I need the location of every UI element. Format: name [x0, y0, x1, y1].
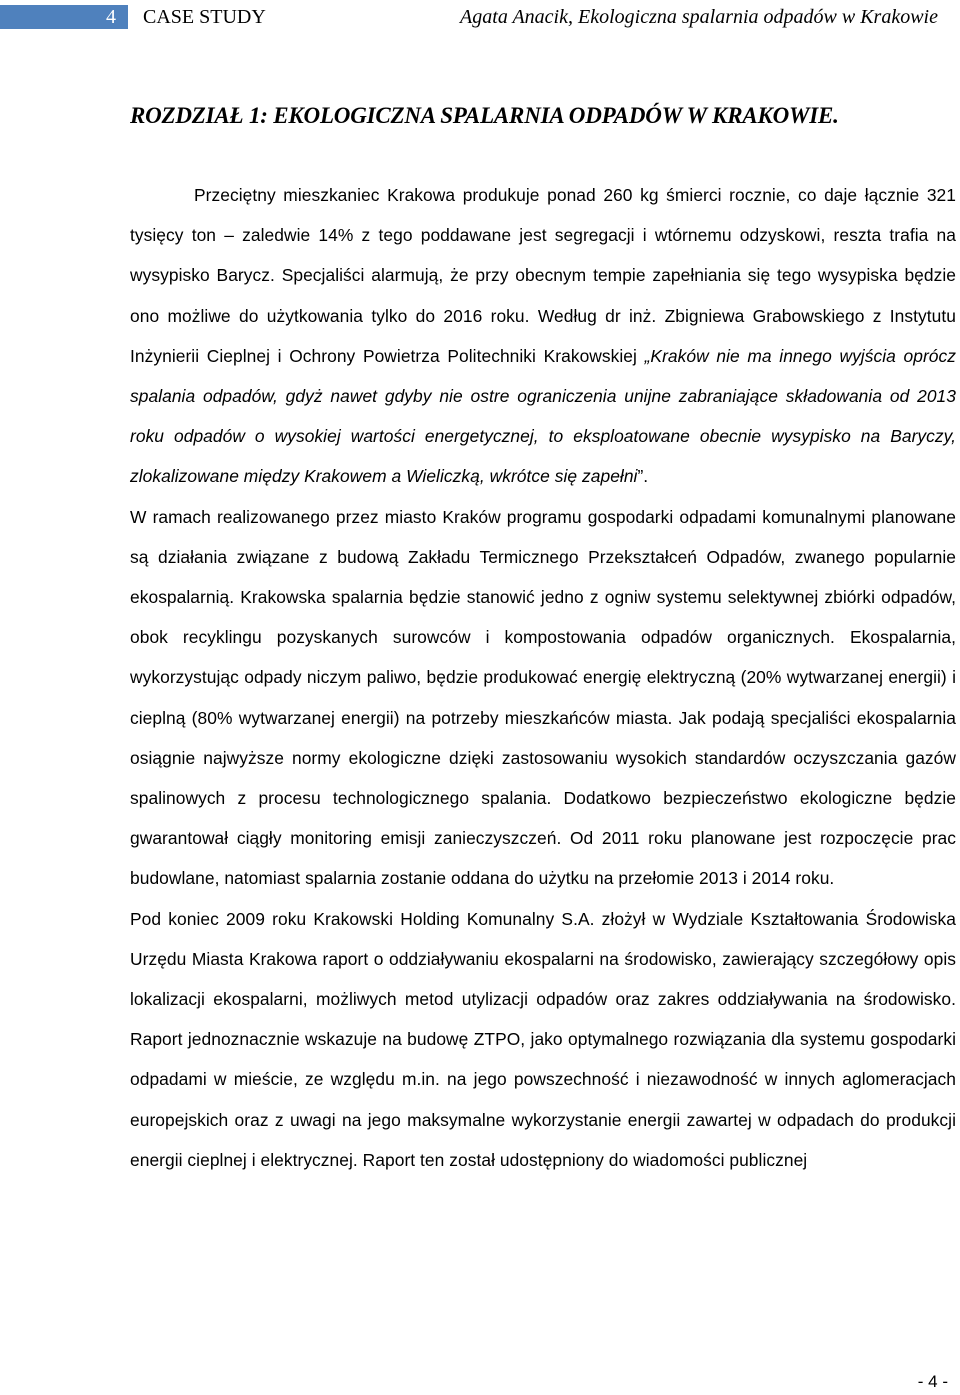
- document-body: [130, 175, 956, 1180]
- page-number: 4: [106, 6, 116, 28]
- paragraph-3: Pod koniec 2009 roku Krakowski Holding Komunalny S.A. złożył w Wydziale Kształtowania Środowiska Urzędu Miasta Krakowa raport o oddziaływaniu ekospalarni na środowisko, zawierający szczegółowy opis lokalizacji ekospalarni, możliwych metod utylizacji odpadów oraz zakres oddziaływania na środowisko. Raport jednoznacznie wskazuje na budowę ZTPO, jako optymalnego rozwiązania dla systemu gospodarki odpadami w mieście, ze względu m.in. na jego powszechność i niezawodność w innych aglomeracjach europejskich oraz z uwagi na jego maksymalne wykorzystanie energii zawartej w odpadach do produkcji energii cieplnej i elektrycznej. Raport ten został udostępniony do wiadomości publicznej: [130, 908, 956, 1170]
- paragraph-2: W ramach realizowanego przez miasto Kraków programu gospodarki odpadami komunalnymi planowane są działania związane z budową Zakładu Termicznego Przekształceń Odpadów, zwanego popularnie ekospalarnią. Krakowska spalarnia będzie stanowić jedno z ogniw systemu selektywnej zbiórki odpadów, obok recyklingu pozyskanych surowców i kompostowania odpadów organicznych. Ekospalarnia, wykorzystując odpady niczym paliwo, będzie produkować energię elektryczną (20% wytwarzanej energii) i cieplną (80% wytwarzanej energii) na potrzeby mieszkańców miasta. Jak podają specjaliści ekospalarnia osiągnie najwyższe normy ekologiczne dzięki zastosowaniu wysokich standardów oczyszczania gazów spalinowych z procesu technologicznego spalania. Dodatkowo bezpieczeństwo ekologiczne będzie gwarantował ciągły monitoring emisji zanieczyszczeń. Od 2011 roku planowane jest rozpoczęcie prac budowlane, natomiast spalarnia zostanie oddana do użytku na przełomie 2013 i 2014 roku.: [130, 506, 956, 889]
- running-title: Agata Anacik, Ekologiczna spalarnia odpadów w Krakowie: [460, 6, 938, 28]
- footer-page-number: - 4 -: [917, 1372, 948, 1391]
- page-number-box: [0, 5, 128, 29]
- paragraph-1: [130, 175, 956, 497]
- expert-quote: „Kraków nie ma innego wyjścia oprócz spalania odpadów, gdyż nawet gdyby nie ostre ograniczenia unijne zabraniające składowania od 2013 roku odpadów o wysokiej wartości energetycznej, to eksploatowane obecnie wysypisko na Baryczy, zlokalizowane między Krakowem a Wieliczką, wkrótce się zapełni: [130, 345, 956, 487]
- page-header: [0, 0, 960, 32]
- paragraph-1-text: Przeciętny mieszkaniec Krakowa produkuje ponad 260 kg śmierci rocznie, co daje łącznie 321 tysięcy ton – zaledwie 14% z tego poddawane jest segregacji i wtórnemu odzyskowi, reszta trafia na wysypisko Barycz. Specjaliści alarmują, że przy obecnym tempie zapełniania się tego wysypiska będzie ono możliwe do użytkowania tylko do 2016 roku. Według dr inż. Zbigniewa Grabowskiego z Instytutu Inżynierii Cieplnej i Ochrony Powietrza Politechniki Krakowskiej: [130, 185, 956, 366]
- section-label: CASE STUDY: [143, 6, 266, 28]
- chapter-heading: ROZDZIAŁ 1: EKOLOGICZNA SPALARNIA ODPADÓW W KRAKOWIE.: [130, 103, 839, 128]
- paragraph-1-end: ”.: [637, 466, 649, 487]
